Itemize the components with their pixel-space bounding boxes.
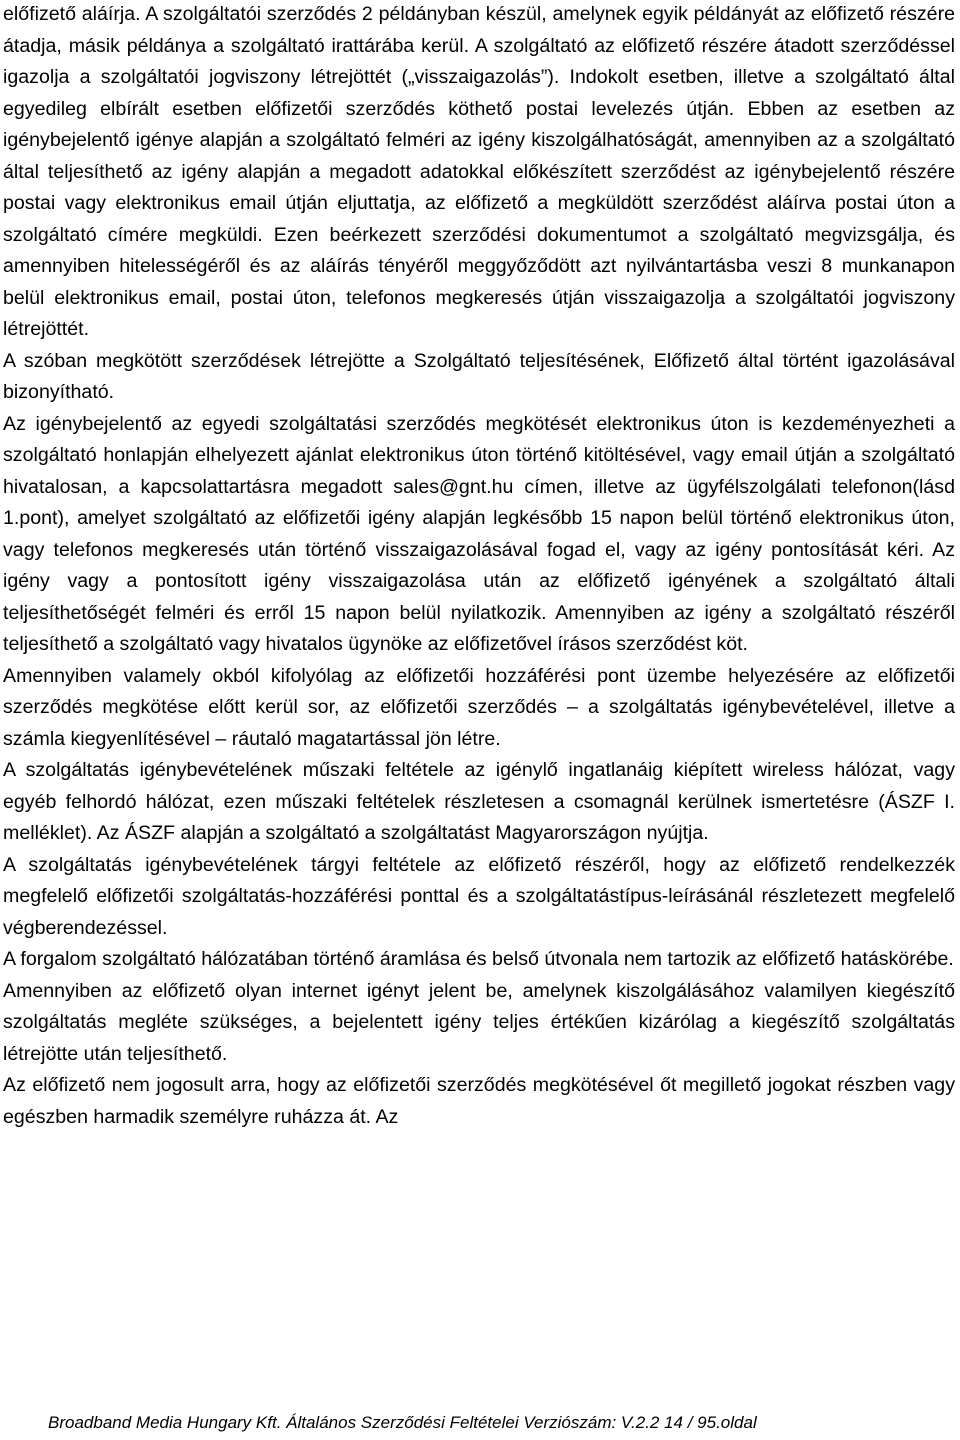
paragraph-electronic-contract: Az igénybejelentő az egyedi szolgáltatási szerződés megkötését elektronikus úton is kezdeményezheti a szolgáltató honlapján elhelyezett ajánlat elektronikus úton történő kitöltésével, vagy email útján a szolgáltató hivatalosan, a kapcsolattartásra megadott sales@gnt.hu címen, illetve az ügyfélszolgálati telefonon(lásd 1.pont), amelyet szolgáltató az előfizetői igény alapján legkésőbb 15 napon belül történő elektronikus úton, vagy telefonos megkeresés után történő visszaigazolásával fogad el, vagy az igény pontosítását kéri. Az igény vagy a pontosított igény visszaigazolása után az előfizető igényének a szolgáltató általi teljesíthetőségét felméri és erről 15 napon belül nyilatkozik. Amennyiben az igény a szolgáltató részéről teljesíthető a szolgáltató vagy hivatalos ügynöke az előfizetővel írásos szerződést köt. xyxy=(3,412,955,655)
paragraph-oral-contract: A szóban megkötött szerződések létrejötte a Szolgáltató teljesítésének, Előfizető által történt igazolásával bizonyítható. xyxy=(3,349,955,403)
paragraph-supplementary-service: Amennyiben az előfizető olyan internet igényt jelent be, amelynek kiszolgálásához valamilyen kiegészítő szolgáltatás megléte szükséges, a bejelentett igény teljes értékűen kizárólag a kiegészítő szolgáltatás létrejötte után teljesíthető. xyxy=(3,979,955,1065)
paragraph-contract-postal: előfizető aláírja. A szolgáltatói szerződés 2 példányban készül, amelynek egyik példányát az előfizető részére átadja, másik példánya a szolgáltató irattárába kerül. A szolgáltató az előfizető részére átadott szerződéssel igazolja a szolgáltatói jogviszony létrejöttét („visszaigazolás”). Indokolt esetben, illetve a szolgáltató által egyedileg elbírált esetben előfizetői szerződés köthető postai levelezés útján. Ebben az esetben az igénybejelentő igénye alapján a szolgáltató felméri az igény kiszolgálhatóságát, amennyiben az a szolgáltató által teljesíthető az igény alapján a megadott adatokkal előkészített szerződést az igénybejelentő részére postai vagy elektronikus email útján eljuttatja, az előfizető a megküldött szerződést aláírva postai úton a szolgáltató címére megküldi. Ezen beérkezett szerződési dokumentumot a szolgáltató megvizsgálja, és amennyiben hitelességéről és az aláírás tényéről meggyőződött azt nyilvántartásba veszi 8 munkanapon belül elektronikus email, postai úton, telefonos megkeresés útján visszaigazolja a szolgáltatói jogviszony létrejöttét. xyxy=(3,3,955,340)
paragraph-technical-conditions: A szolgáltatás igénybevételének műszaki feltétele az igénylő ingatlanáig kiépített wireless hálózat, vagy egyéb felhordó hálózat, ezen műszaki feltételek részletesen a csomagnál kerülnek ismertetésre (ÁSZF I. melléklet). Az ÁSZF alapján a szolgáltató a szolgáltatást Magyarországon nyújtja. xyxy=(3,759,955,844)
paragraph-implied-contract: Amennyiben valamely okból kifolyólag az előfizetői hozzáférési pont üzembe helyezésére az előfizetői szerződés megkötése előtt kerül sor, az előfizetői szerződés – a szolgáltatás igénybevételével, illetve a számla kiegyenlítésével – ráutaló magatartással jön létre. xyxy=(3,664,955,750)
paragraph-rights-transfer: Az előfizető nem jogosult arra, hogy az előfizetői szerződés megkötésével őt megillető jogokat részben vagy egészben harmadik személyre ruházza át. Az xyxy=(3,1074,955,1128)
page-footer: Broadband Media Hungary Kft. Általános Szerződési Feltételei Verziószám: V.2.2 14 / 95.oldal xyxy=(48,1413,757,1432)
paragraph-material-conditions: A szolgáltatás igénybevételének tárgyi feltétele az előfizető részéről, hogy az előfizető rendelkezzék megfelelő előfizetői szolgáltatás-hozzáférési ponttal és a szolgáltatástípus-leírásánál részletezett megfelelő végberendezéssel. xyxy=(3,853,955,939)
document-body xyxy=(3,0,955,1133)
paragraph-traffic-routing: A forgalom szolgáltató hálózatában történő áramlása és belső útvonala nem tartozik az előfizető hatáskörébe. xyxy=(3,948,954,970)
